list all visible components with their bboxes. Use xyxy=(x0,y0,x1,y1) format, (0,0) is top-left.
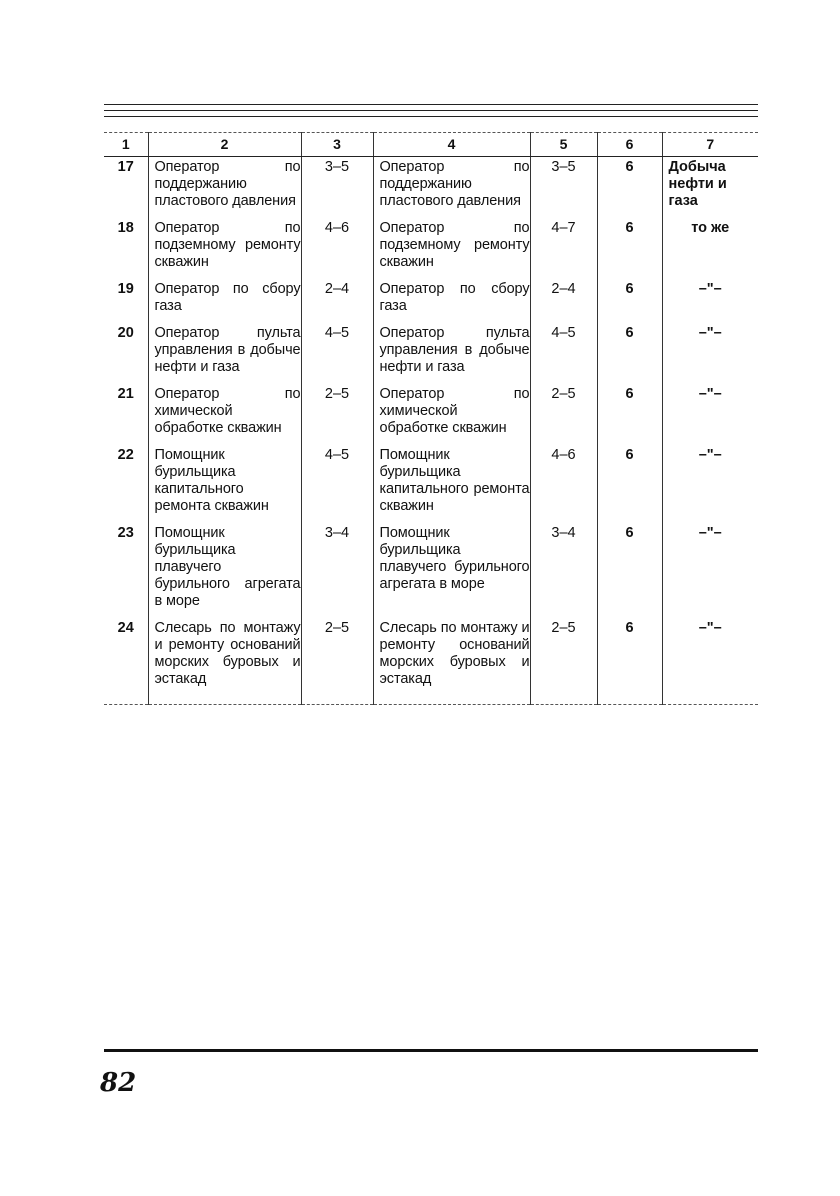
column-header-7: 7 xyxy=(662,133,758,157)
grade-range-new: 2–5 xyxy=(530,618,597,705)
grade-range-new: 4–7 xyxy=(530,218,597,279)
row-number: 17 xyxy=(117,159,134,175)
industry-note: –"– xyxy=(662,618,758,705)
row-number: 20 xyxy=(117,325,134,341)
column-header-6: 6 xyxy=(597,133,662,157)
industry-note: –"– xyxy=(662,384,758,445)
table-row xyxy=(104,218,758,279)
industry-note: –"– xyxy=(662,523,758,618)
profession-old: Помощник бурильщика плавучего бурильного агрегата в море xyxy=(148,523,301,618)
row-number: 19 xyxy=(117,281,134,297)
profession-old: Оператор пульта управления в добыче нефти и газа xyxy=(148,323,301,384)
grade-value: 6 xyxy=(597,384,662,445)
grade-value: 6 xyxy=(597,445,662,523)
profession-old: Оператор по химической обработке скважин xyxy=(148,384,301,445)
column-header-5: 5 xyxy=(530,133,597,157)
page-number: 82 xyxy=(100,1068,137,1098)
table-row xyxy=(104,384,758,445)
table-row xyxy=(104,618,758,705)
column-header-4: 4 xyxy=(373,133,530,157)
grade-range-old: 4–5 xyxy=(301,445,373,523)
top-rule-3 xyxy=(104,116,758,117)
grade-range-old: 2–5 xyxy=(301,618,373,705)
industry-note: Добыча нефти и газа xyxy=(662,157,758,219)
grade-range-new: 3–5 xyxy=(530,157,597,219)
row-number: 22 xyxy=(117,447,134,463)
row-number: 18 xyxy=(117,220,134,236)
profession-old: Оператор по сбору газа xyxy=(148,279,301,323)
grade-range-new: 4–6 xyxy=(530,445,597,523)
grade-value: 6 xyxy=(597,157,662,219)
top-rule-2 xyxy=(104,110,758,111)
profession-new: Слесарь по монтажу и ремонту оснований морских буровых и эстакад xyxy=(373,618,530,705)
industry-note: то же xyxy=(662,218,758,279)
grade-value: 6 xyxy=(597,279,662,323)
profession-new: Оператор по поддержанию пластового давления xyxy=(373,157,530,219)
grade-range-old: 2–5 xyxy=(301,384,373,445)
profession-new: Помощник бурильщика плавучего бурильного агрегата в море xyxy=(373,523,530,618)
table-row xyxy=(104,323,758,384)
grade-value: 6 xyxy=(597,618,662,705)
grade-range-old: 3–5 xyxy=(301,157,373,219)
row-number: 23 xyxy=(117,525,134,541)
table-row xyxy=(104,445,758,523)
footer-rule xyxy=(104,1049,758,1052)
header-row xyxy=(104,133,758,157)
profession-new: Оператор по химической обработке скважин xyxy=(373,384,530,445)
grade-range-new: 2–5 xyxy=(530,384,597,445)
profession-new: Помощник бурильщика капитального ремонта скважин xyxy=(373,445,530,523)
row-number: 21 xyxy=(117,386,134,402)
profession-new: Оператор по подземному ремонту скважин xyxy=(373,218,530,279)
profession-old: Оператор по подземному ремонту скважин xyxy=(148,218,301,279)
column-header-2: 2 xyxy=(148,133,301,157)
table-row xyxy=(104,279,758,323)
row-number: 24 xyxy=(104,618,148,705)
industry-note: –"– xyxy=(662,445,758,523)
grade-range-new: 4–5 xyxy=(530,323,597,384)
grade-range-new: 3–4 xyxy=(530,523,597,618)
grade-range-old: 4–6 xyxy=(301,218,373,279)
grade-range-old: 4–5 xyxy=(301,323,373,384)
grade-value: 6 xyxy=(597,523,662,618)
qualification-table xyxy=(104,132,758,705)
grade-range-new: 2–4 xyxy=(530,279,597,323)
profession-old: Оператор по поддержанию пластового давления xyxy=(148,157,301,219)
profession-old: Слесарь по монтажу и ремонту оснований морских буровых и эстакад xyxy=(148,618,301,705)
column-header-1: 1 xyxy=(104,133,148,157)
table-row xyxy=(104,523,758,618)
grade-range-old: 2–4 xyxy=(301,279,373,323)
column-header-3: 3 xyxy=(301,133,373,157)
profession-old: Помощник бурильщика капитального ремонта скважин xyxy=(148,445,301,523)
profession-new: Оператор пульта управления в добыче нефти и газа xyxy=(373,323,530,384)
grade-value: 6 xyxy=(597,218,662,279)
table-row xyxy=(104,157,758,219)
top-rule-1 xyxy=(104,104,758,105)
industry-note: –"– xyxy=(662,279,758,323)
grade-range-old: 3–4 xyxy=(301,523,373,618)
industry-note: –"– xyxy=(662,323,758,384)
grade-value: 6 xyxy=(597,323,662,384)
profession-new: Оператор по сбору газа xyxy=(373,279,530,323)
